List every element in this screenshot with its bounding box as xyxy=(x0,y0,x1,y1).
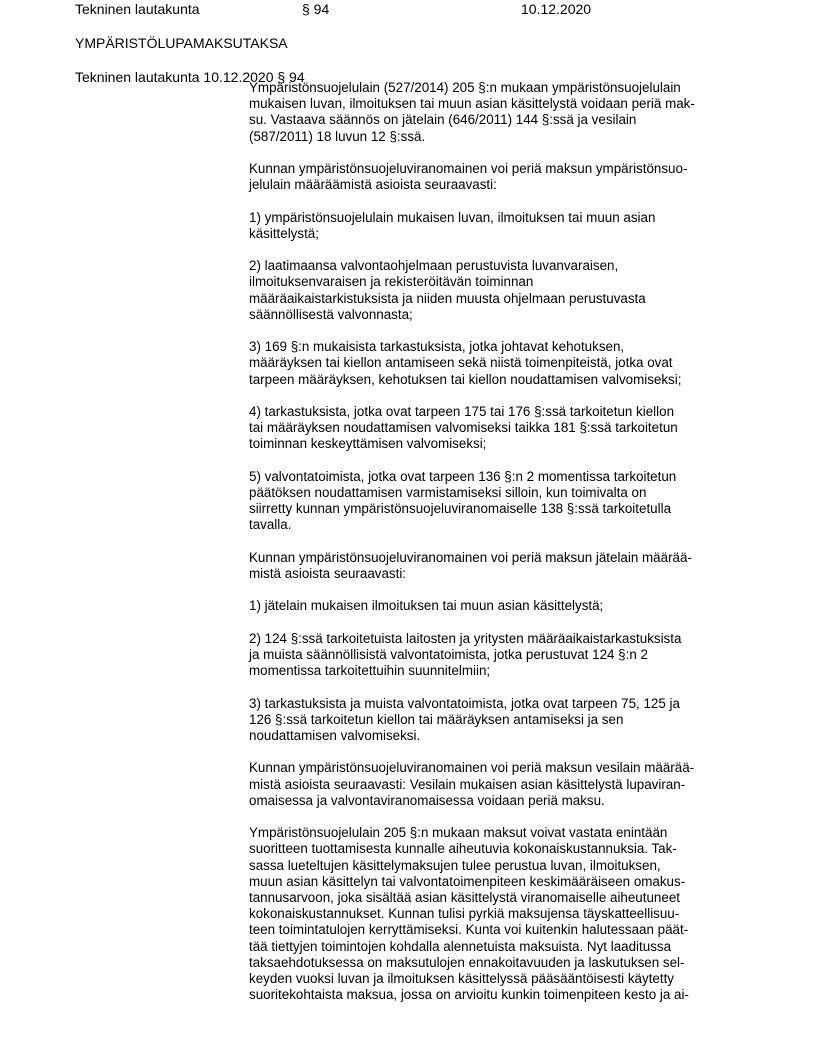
paragraph-line: 1) jätelain mukaisen ilmoituksen tai muun asian käsittelystä; xyxy=(249,598,604,614)
paragraph-line: päätöksen noudattamisen varmistamiseksi silloin, kun toimivalta on xyxy=(249,484,647,500)
body-paragraph xyxy=(249,339,739,388)
paragraph-line: (587/2011) 18 luvun 12 §:ssä. xyxy=(249,128,426,144)
header-board-name: Tekninen lautakunta xyxy=(75,1,200,17)
body-paragraph xyxy=(249,696,739,745)
paragraph-line: kokonaiskustannukset. Kunnan tulisi pyrkiä maksujensa täyskatteellisuu- xyxy=(249,906,680,922)
header-date: 10.12.2020 xyxy=(521,1,592,17)
body-paragraph xyxy=(249,404,739,453)
paragraph-line: Kunnan ympäristönsuojeluviranomainen voi periä maksun jätelain määrää- xyxy=(249,549,692,565)
paragraph-line: määräaikaistarkistuksista ja niiden muusta ohjelmaan perustuvasta xyxy=(249,290,646,306)
document-body xyxy=(249,80,739,1020)
paragraph-line: mistä asioista seuraavasti: Vesilain mukaisen asian käsittelystä lupaviran- xyxy=(249,776,686,792)
paragraph-line: ilmoituksenvaraisen ja rekisteröitävän toiminnan xyxy=(249,274,534,290)
paragraph-line: teen toimintatulojen kerryttämiseksi. Kunta voi kuitenkin halutessaan päät- xyxy=(249,922,689,938)
paragraph-line: määräyksen tai kiellon antamiseen sekä niistä toimenpiteistä, jotka ovat xyxy=(249,355,673,371)
paragraph-line: muun asian käsittelyn tai valvontatoimenpiteen keskimääräiseen omakus- xyxy=(249,873,686,889)
body-paragraph xyxy=(249,161,739,193)
paragraph-line: Ympäristönsuojelulain (527/2014) 205 §:n mukaan ympäristönsuojelulain xyxy=(249,80,681,95)
paragraph-line: mistä asioista seuraavasti: xyxy=(249,565,407,581)
paragraph-line: toiminnan keskeyttämisen valvomiseksi; xyxy=(249,436,487,452)
paragraph-line: Kunnan ympäristönsuojeluviranomainen voi periä maksun vesilain määrää- xyxy=(249,760,695,776)
body-paragraph xyxy=(249,760,739,809)
paragraph-line: käsittelystä; xyxy=(249,225,319,241)
document-title: YMPÄRISTÖLUPAMAKSUTAKSA xyxy=(75,35,288,51)
paragraph-line: momentissa tarkoitettuihin suunnitelmiin; xyxy=(249,663,491,679)
body-paragraph xyxy=(249,258,739,323)
body-paragraph xyxy=(249,469,739,534)
page-header xyxy=(0,0,816,18)
paragraph-line: 1) ympäristönsuojelulain mukaisen luvan, ilmoituksen tai muun asian xyxy=(249,209,656,225)
paragraph-line: tai määräyksen noudattamisen valvomiseksi taikka 181 §:ssä tarkoitetun xyxy=(249,420,678,436)
paragraph-line: su. Vastaava säännös on jätelain (646/2011) 144 §:ssä ja vesilain xyxy=(249,112,637,128)
paragraph-line: keyden vuoksi luvan ja ilmoituksen käsittelyssä pääsääntöisesti käytetty xyxy=(249,970,674,986)
body-paragraph xyxy=(249,80,739,145)
body-paragraph xyxy=(249,631,739,680)
paragraph-line: 3) 169 §:n mukaisista tarkastuksista, jotka johtavat kehotuksen, xyxy=(249,339,625,355)
body-paragraph xyxy=(249,825,739,1003)
body-paragraph xyxy=(249,210,739,242)
header-section-number: § 94 xyxy=(302,1,330,17)
paragraph-line: ja muista säännöllisistä valvontatoimista, jotka perustuvat 124 §:n 2 xyxy=(249,646,648,662)
paragraph-line: jelulain määräämistä asioista seuraavasti: xyxy=(249,177,497,193)
paragraph-line: 2) laatimaansa valvontaohjelmaan perustuvista luvanvaraisen, xyxy=(249,258,619,274)
paragraph-line: 5) valvontatoimista, jotka ovat tarpeen 136 §:n 2 momentissa tarkoitetun xyxy=(249,468,677,484)
paragraph-line: tavalla. xyxy=(249,517,292,533)
paragraph-line: Ympäristönsuojelulain 205 §:n mukaan maksut voivat vastata enintään xyxy=(249,825,668,841)
paragraph-line: tää tiettyjen toimintojen kohdalla alennetuista maksuista. Nyt laaditussa xyxy=(249,938,672,954)
paragraph-line: 2) 124 §:ssä tarkoitetuista laitosten ja yritysten määräaikaistarkastuksista xyxy=(249,630,682,646)
body-paragraph xyxy=(249,598,739,614)
paragraph-line: omaisessa ja valvontaviranomaisessa voidaan periä maksu. xyxy=(249,792,605,808)
paragraph-line: säännöllisestä valvonnasta; xyxy=(249,306,413,322)
paragraph-line: tarpeen määräyksen, kehotuksen tai kiellon noudattamisen valvomiseksi; xyxy=(249,371,682,387)
paragraph-line: taksaehdotuksessa on maksutulojen ennakoitavuuden ja laskutuksen sel- xyxy=(249,954,685,970)
paragraph-line: sassa lueteltujen käsittelymaksujen tulee perustua luvan, ilmoituksen, xyxy=(249,857,661,873)
paragraph-line: 126 §:ssä tarkoitetun kiellon tai määräyksen antamiseksi ja sen xyxy=(249,711,624,727)
paragraph-line: siirretty kunnan ympäristönsuojeluviranomaiselle 138 §:ssä tarkoitetulla xyxy=(249,501,672,517)
body-paragraph xyxy=(249,550,739,582)
paragraph-line: tannusarvoon, joka sisältää asian käsittelystä viranomaiselle aiheutuneet xyxy=(249,889,680,905)
paragraph-line: 3) tarkastuksista ja muista valvontatoimista, jotka ovat tarpeen 75, 125 ja xyxy=(249,695,680,711)
meeting-reference: Tekninen lautakunta 10.12.2020 § 94 xyxy=(75,69,305,85)
paragraph-line: suoritteen tuottamisesta kunnalle aiheutuvia kokonaiskustannuksia. Tak- xyxy=(249,841,677,857)
paragraph-line: noudattamisen valvomiseksi. xyxy=(249,727,421,743)
paragraph-line: suoritekohtaista maksua, jossa on arvioitu kunkin toimenpiteen kesto ja ai- xyxy=(249,987,689,1003)
paragraph-line: Kunnan ympäristönsuojeluviranomainen voi periä maksun ympäristönsuo- xyxy=(249,161,688,176)
paragraph-line: mukaisen luvan, ilmoituksen tai muun asian käsittelystä voidaan periä mak- xyxy=(249,96,695,112)
paragraph-line: 4) tarkastuksista, jotka ovat tarpeen 175 tai 176 §:ssä tarkoitetun kiellon xyxy=(249,403,675,419)
